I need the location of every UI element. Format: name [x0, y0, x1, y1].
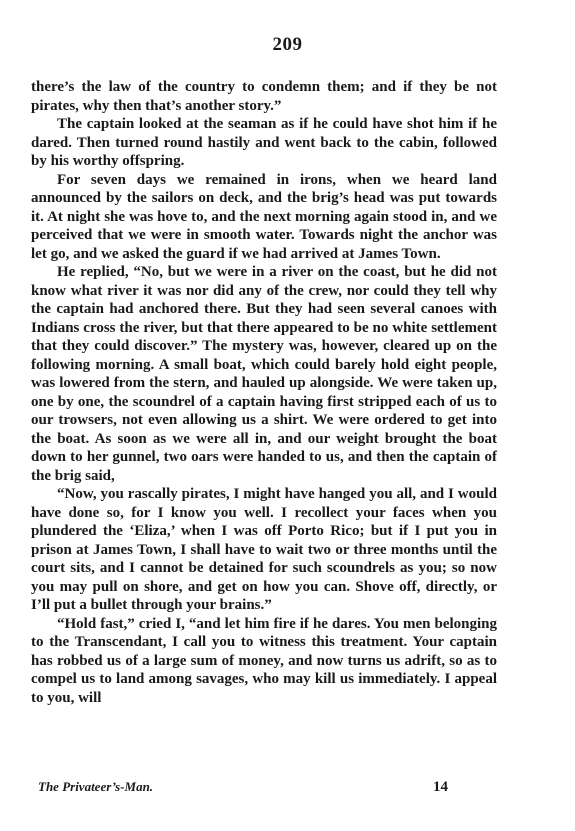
page-footer: [38, 779, 478, 795]
paragraph-5: “Now, you rascally pirates, I might have hanged you all, and I would have done so, for I know you well. I recollect your faces when you plundered the ‘Eliza,’ when I was off Porto Rico; but if I put you in prison at James Town, I shall have to wait two or three months until the court sits, and I cannot be detained for such scoundrels as you; so now you may pull on shore, and get on how you can. Shove off, directly, or I’ll put a bullet through your brains.”: [31, 486, 497, 613]
footer-book-title: The Privateer’s-Man.: [38, 779, 154, 794]
paragraph-2: The captain looked at the seaman as if he could have shot him if he dared. Then turned round hastily and went back to the cabin, followed by his worthy offspring.: [31, 116, 497, 169]
body-text: [31, 78, 497, 707]
paragraph-1: there’s the law of the country to condemn them; and if they be not pirates, why then that’s another story.”: [31, 79, 497, 114]
paragraph-6: “Hold fast,” cried I, “and let him fire if he dares. You men belonging to the Transcendant, I call you to witness this treatment. Your captain has robbed us of a large sum of money, and now turns us adrift, so as to compel us to land among savages, who may kill us immediately. I appeal to you, will: [31, 615, 497, 706]
signature-mark: 14: [433, 779, 448, 795]
page-number: 209: [272, 34, 303, 55]
paragraph-4: He replied, “No, but we were in a river on the coast, but he did not know what river it was nor did any of the crew, nor could they tell why the captain had anchored there. But they had seen several canoes with Indians cross the river, but that there appeared to be no white settlement that they could discover.” The mystery was, however, cleared up on the following morning. A small boat, which could barely hold eight people, was lowered from the stern, and hauled up alongside. We were taken up, one by one, the scoundrel of a captain having first stripped each of us to our trowsers, not even allowing us a shirt. We were ordered to get into the boat. As soon as we were all in, and our weight brought the boat down to her gunnel, two oars were handed to us, and then the captain of the brig said,: [31, 264, 497, 484]
paragraph-3: For seven days we remained in irons, when we heard land announced by the sailors on deck, and the brig’s head was put towards it. At night she was hove to, and the next morning again stood in, and we perceived that we were in smooth water. Towards night the anchor was let go, and we asked the guard if we had arrived at James Town.: [31, 171, 497, 262]
